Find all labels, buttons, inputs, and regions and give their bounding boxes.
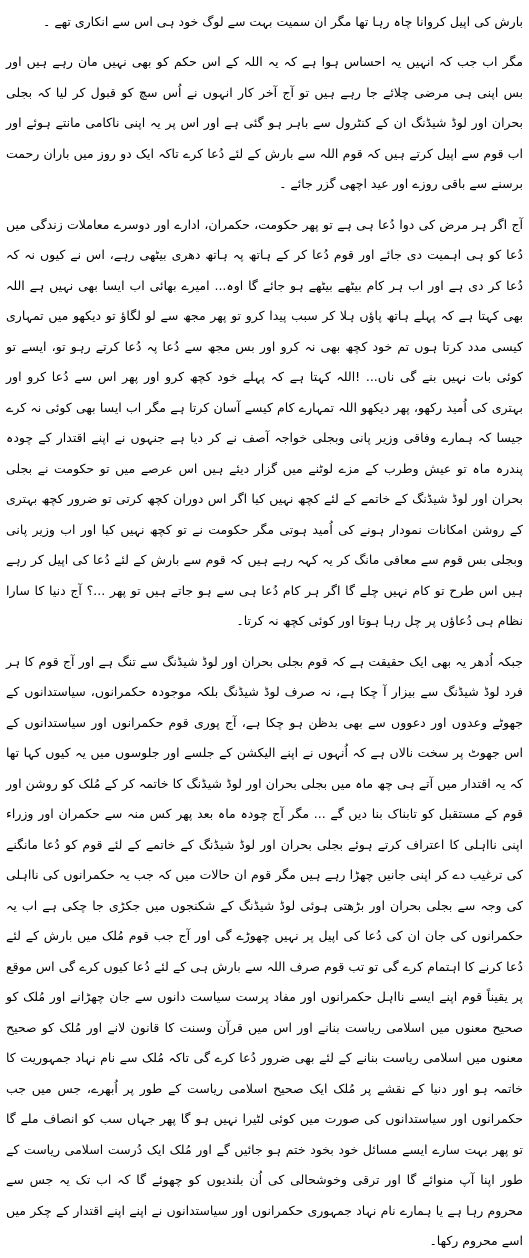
article-paragraph-1: بارش کی اپیل کروانا چاہ رہا تھا مگر ان سمیت بہت سے لوگ خود ہی اس سے انکاری تھے ۔ [43,14,523,29]
article-paragraph-2: مگر اب جب کہ انہیں یہ احساس ہوا ہے کہ یہ اللہ کے اس حکم کو بھی نہیں مان رہے ہیں اور بس اپنی ہی مرضی چلائے جا رہے ہیں تو آج آخر کار انہوں نے اُس سچ کو قبول کر لیا کہ بجلی بحران اور لوڈ شیڈنگ ان کے کنٹرول سے باہر ہو گئی ہے اور اس پر یہ اپنی ناکامی مانتے ہوئے اور اب قوم سے اپیل کرتے ہیں کہ قوم اللہ سے بارش کے لئے دُعا کرے تاکہ ایک دو روز میں باران رحمت برسنے سے باقی روزے اور عید اچھی گزر جائے ۔ [6,54,523,191]
article-paragraph-3: آج اگر ہر مرض کی دوا دُعا ہی ہے تو پھر حکومت، حکمران، ادارے اور دوسرے معاملات زندگی میں دُعا کو ہی اہمیت دی جائے اور قوم دُعا کر کے ہاتھ پہ ہاتھ دھری بیٹھی رہے، اس نے کیوں نہ کہ دُعا کر دی ہے اور اب ہر کام بیٹھے بیٹھے ہو جائے گا اوہ... امیرے بھائی اب ایسا بھی نہیں ہے اللہ بھی کہتا ہے کہ پہلے ہاتھ پاؤں ہلا کر سبب پیدا کرو تو پھر مجھ سے لو لگاؤ تو دیکھو میں تمہاری کیسی مدد کرتا ہوں تم خود کچھ بھی نہ کرو اور بس مجھ سے دُعا پہ دُعا کرتے رہو تو، ایسے تو کوئی بات نہیں بنے گی ناں... !اللہ کہتا ہے کہ پہلے خود کچھ کرو اور پھر اس سے دُعا کرو اور بہتری کی اُمید رکھو، پھر دیکھو اللہ تمہارے کام کیسے آسان کرتا ہے مگر اب ایسا بھی کوئی نہ کرے جیسا کہ ہمارے وفاقی وزیر پانی وبجلی خواجہ آصف نے کر دیا ہے جنہوں نے اپنے اقتدار کے چودہ پندرہ ماہ تو عیش وطرب کے مزے لوٹنے میں گزار دیئے ہیں اس عرصے میں تو حکومت نے بجلی بحران اور لوڈ شیڈنگ کے خاتمے کے لئے کچھ نہیں کیا اگر اس دوران کچھ کرتی تو ضرور کچھ بہتری کے روشن امکانات نمودار ہونے کی اُمید ہوتی مگر حکومت نے تو کچھ نہیں کیا اور اب وزیر پانی وبجلی بس قوم سے معافی مانگ کر یہ کہہ رہے ہیں کہ قوم سے بارش کے لئے دُعا کی اپیل کر رہے ہیں اس طرح تو کام نہیں چلے گا اگر ہر کام دُعا ہی سے ہو جاتے ہیں تو پھر ...؟ آج دنیا کا سارا نظام ہی دُعاؤں پر چل رہا ہوتا اور کوئی کچھ نہ کرتا۔ [6,216,523,628]
article-paragraph-4: جبکہ اُدھر یہ بھی ایک حقیقت ہے کہ قوم بجلی بحران اور لوڈ شیڈنگ سے تنگ ہے اور آج قوم کا ہر فرد لوڈ شیڈنگ سے بیزار آ چکا ہے، نہ صرف لوڈ شیڈنگ بلکہ موجودہ حکمرانوں، سیاستدانوں کے جھوٹے وعدوں اور دعووں سے بھی بدظن ہو چکا ہے، آج پوری قوم حکمرانوں اور سیاستدانوں کے اس جھوٹ پر سخت نالاں ہے کہ اُنہوں نے اپنے الیکشن کے جلسے اور جلوسوں میں یہ کیوں کہا تھا کہ یہ اقتدار میں آتے ہی چھ ماہ میں بجلی بحران اور لوڈ شیڈنگ کا خاتمہ کر کے مُلک کو روشن اور قوم کے مستقبل کو تابناک بنا دیں گے ... مگر آج چودہ ماہ بعد پھر کس منہ سے حکمران اور وزراء اپنی نااہلی کا اعتراف کرتے ہوئے بجلی بحران اور لوڈ شیڈنگ کے خاتمے کے لئے قوم کو دُعا مانگنے کی ترغیب دے کر اپنی جانیں چھڑا رہے ہیں مگر قوم ان حالات میں کہ جب یہ حکمرانوں کی نااہلی کی وجہ سے بجلی بحران اور بڑھتی ہوئی لوڈ شیڈنگ کے شکنجوں میں جکڑی جا چکی ہے اب یہ حکمرانوں کی جان ان کی دُعا کی اپیل پر نہیں چھوڑے گی اور آج جب قوم مُلک میں بارش کے لئے دُعا کرنے کا اہتمام کرے گی تو تب قوم صرف اللہ سے بارش ہی کے لئے دُعا کیوں کرے گی اس موقع پر یقیناً قوم اپنے ایسے نااہل حکمرانوں اور مفاد پرست سیاست دانوں سے جان چھڑانے اور مُلک کو صحیح معنوں میں اسلامی ریاست بنانے اور اس میں قرآن وسنت کا قانون لانے اور مُلک کو صحیح معنوں میں اسلامی ریاست بنانے کے لئے بھی ضرور دُعا کرے گی تاکہ مُلک سے نام نہاد جمہوریت کا خاتمہ ہو اور دنیا کے نقشے پر مُلک ایک صحیح اسلامی ریاست کے طور پر اُبھرے، جس میں جب حکمرانوں اور سیاستدانوں کی صورت میں کوئی لٹیرا نہیں ہو گا پھر جہاں سب کو انصاف ملے گا تو پھر بہت سارے ایسے مسائل خود بخود ختم ہو جائیں گے اور مُلک ایک دُرست اسلامی ریاست کے طور اپنا آپ منوائے گا اور ترقی وخوشحالی کی اُن بلندیوں کو چھوئے گا کہ اب تک یہ جس سے محروم رہا ہے یا ہمارے نام نہاد جمہوری حکمرانوں اور سیاستدانوں نے اپنے اپنے اقتدار کے چکر میں اسے محروم رکھا۔ [6,653,523,1248]
